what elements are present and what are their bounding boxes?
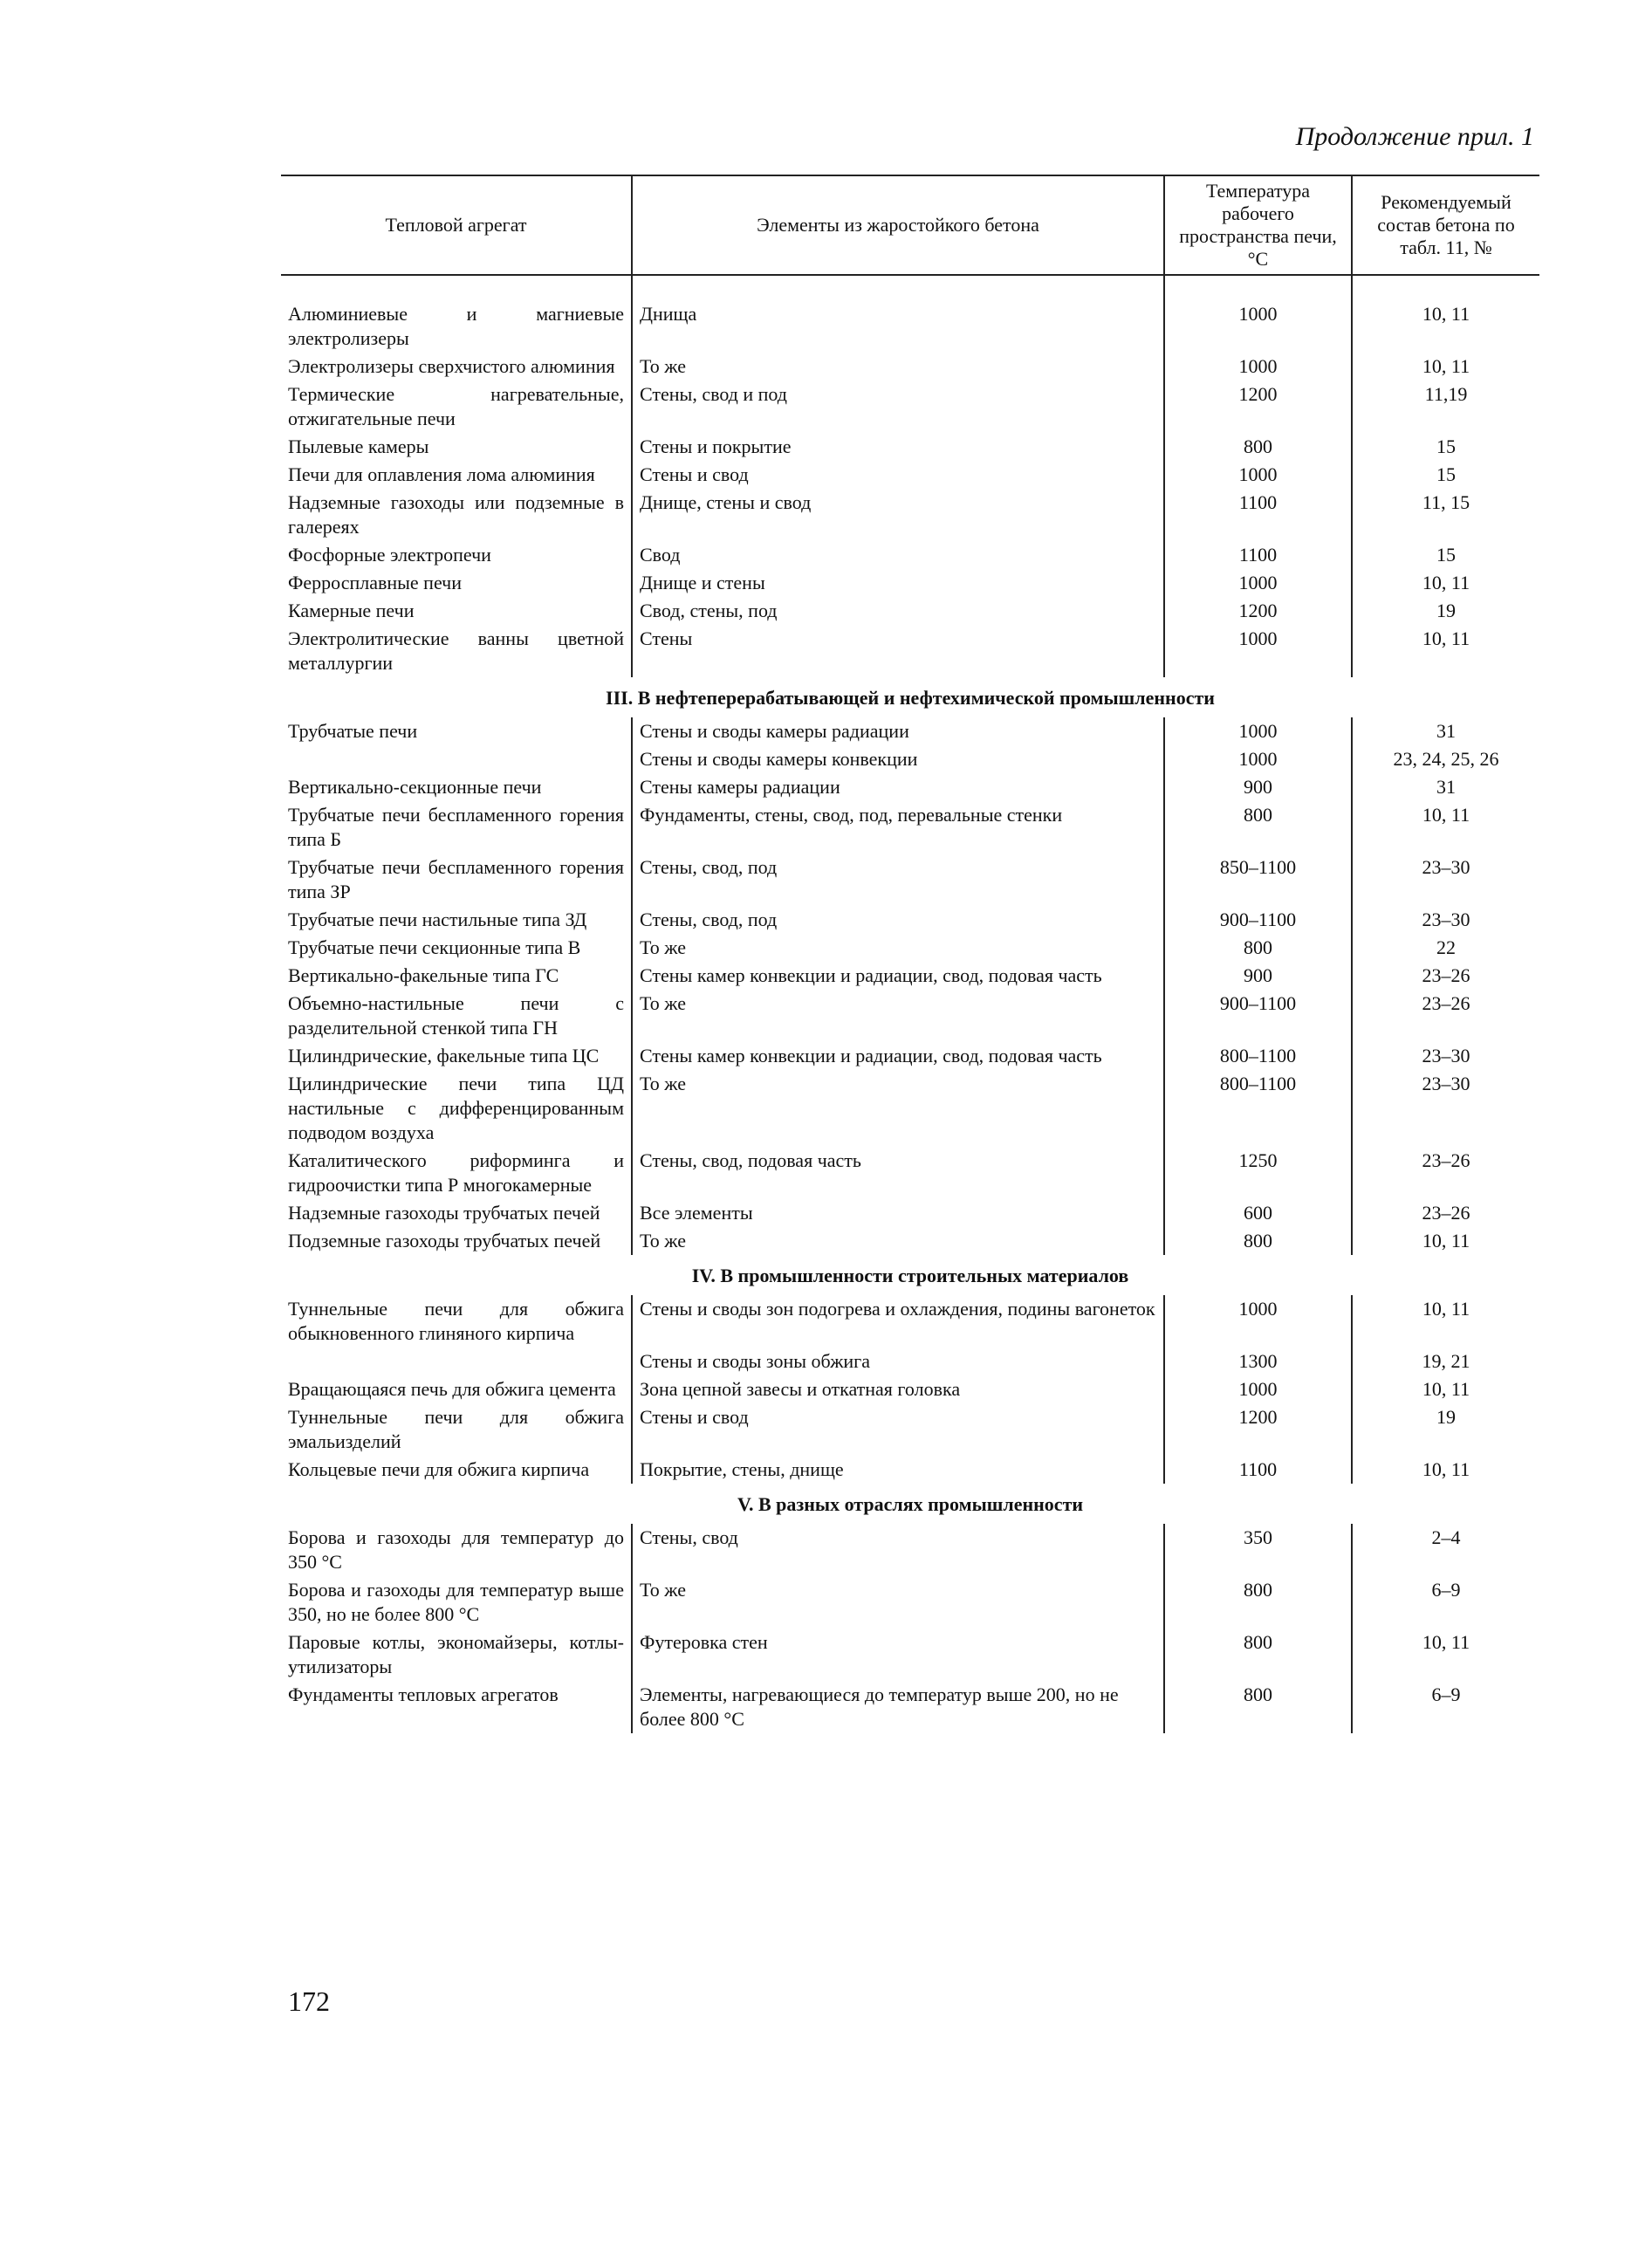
cell-working-temperature: 800 [1164, 1629, 1352, 1681]
cell-working-temperature: 800 [1164, 1576, 1352, 1629]
cell-recommended-composition: 23–26 [1352, 1147, 1539, 1199]
cell-recommended-composition: 15 [1352, 433, 1539, 461]
section-heading: III. В нефтеперерабатывающей и нефтехимической промышленности [606, 687, 1215, 709]
cell-concrete-elements: Стены [632, 625, 1164, 677]
cell-recommended-composition: 23, 24, 25, 26 [1352, 745, 1539, 773]
cell-recommended-composition: 6–9 [1352, 1681, 1539, 1733]
cell-working-temperature: 900 [1164, 962, 1352, 990]
cell-concrete-elements: Фундаменты, стены, свод, под, перевальные стенки [632, 801, 1164, 854]
cell-recommended-composition: 15 [1352, 541, 1539, 569]
cell-recommended-composition: 2–4 [1352, 1524, 1539, 1576]
table-row [281, 489, 1539, 541]
cell-concrete-elements: Свод [632, 541, 1164, 569]
cell-recommended-composition: 10, 11 [1352, 1227, 1539, 1255]
cell-working-temperature: 900 [1164, 773, 1352, 801]
table-row [281, 433, 1539, 461]
cell-working-temperature: 1000 [1164, 625, 1352, 677]
cell-concrete-elements: Днища [632, 300, 1164, 353]
cell-concrete-elements: То же [632, 934, 1164, 962]
table-row [281, 1456, 1539, 1484]
cell-concrete-elements: Стены, свод и под [632, 381, 1164, 433]
header-recommended-composition: Рекомендуемый состав бетона по табл. 11, № [1352, 175, 1539, 275]
cell-thermal-unit: Объемно-настильные печи с разделительной стенкой типа ГН [288, 992, 624, 1039]
cell-thermal-unit: Фундаменты тепловых агрегатов [288, 1684, 559, 1705]
cell-recommended-composition: 31 [1352, 717, 1539, 745]
page-caption: Продолжение прил. 1 [1295, 122, 1534, 151]
table-row [281, 1227, 1539, 1255]
cell-thermal-unit: Вертикально-факельные типа ГС [288, 964, 559, 986]
cell-thermal-unit: Печи для оплавления лома алюминия [288, 463, 595, 485]
table-row [281, 854, 1539, 906]
cell-recommended-composition: 23–30 [1352, 854, 1539, 906]
cell-thermal-unit: Вертикально-секционные печи [288, 776, 542, 798]
cell-thermal-unit: Трубчатые печи беспламенного горения типа ЗР [288, 856, 624, 902]
cell-thermal-unit: Цилиндрические печи типа ЦД настильные с дифференцированным подводом воздуха [288, 1073, 624, 1143]
cell-concrete-elements: Стены камер конвекции и радиации, свод, подовая часть [632, 1042, 1164, 1070]
cell-recommended-composition: 31 [1352, 773, 1539, 801]
cell-concrete-elements: Стены и своды зоны обжига [632, 1348, 1164, 1375]
cell-thermal-unit [281, 1348, 632, 1375]
table-row [281, 541, 1539, 569]
cell-recommended-composition: 23–26 [1352, 962, 1539, 990]
cell-recommended-composition: 15 [1352, 461, 1539, 489]
cell-thermal-unit: Борова и газоходы для температур до 350 °С [288, 1526, 624, 1573]
table-row [281, 717, 1539, 745]
cell-concrete-elements: Стены и свод [632, 461, 1164, 489]
cell-recommended-composition: 23–30 [1352, 906, 1539, 934]
table-row [281, 1403, 1539, 1456]
cell-recommended-composition: 10, 11 [1352, 353, 1539, 381]
spacer-cell [1164, 275, 1352, 300]
table-header-row [281, 175, 1539, 275]
cell-working-temperature: 800 [1164, 1227, 1352, 1255]
table-row [281, 1070, 1539, 1147]
table-row [281, 1147, 1539, 1199]
cell-working-temperature: 850–1100 [1164, 854, 1352, 906]
cell-thermal-unit: Цилиндрические, факельные типа ЦС [288, 1045, 600, 1066]
cell-recommended-composition: 10, 11 [1352, 1375, 1539, 1403]
cell-working-temperature: 1250 [1164, 1147, 1352, 1199]
section-heading-row [281, 677, 1539, 717]
cell-recommended-composition: 23–26 [1352, 990, 1539, 1042]
cell-concrete-elements: Стены и покрытие [632, 433, 1164, 461]
cell-working-temperature: 1100 [1164, 1456, 1352, 1484]
cell-concrete-elements: Стены, свод, под [632, 906, 1164, 934]
cell-concrete-elements: То же [632, 1070, 1164, 1147]
cell-working-temperature: 800–1100 [1164, 1042, 1352, 1070]
cell-concrete-elements: Свод, стены, под [632, 597, 1164, 625]
cell-thermal-unit: Туннельные печи для обжига эмальизделий [288, 1406, 624, 1452]
cell-recommended-composition: 23–30 [1352, 1042, 1539, 1070]
page-number: 172 [288, 1985, 330, 2017]
cell-thermal-unit: Вращающаяся печь для обжига цемента [288, 1378, 616, 1400]
cell-recommended-composition: 10, 11 [1352, 1629, 1539, 1681]
cell-working-temperature: 600 [1164, 1199, 1352, 1227]
table-row [281, 569, 1539, 597]
cell-concrete-elements: Днище и стены [632, 569, 1164, 597]
cell-thermal-unit: Трубчатые печи секционные типа В [288, 936, 581, 958]
cell-thermal-unit [281, 745, 632, 773]
cell-recommended-composition: 23–26 [1352, 1199, 1539, 1227]
section-heading: V. В разных отраслях промышленности [737, 1493, 1084, 1515]
cell-recommended-composition: 19, 21 [1352, 1348, 1539, 1375]
table-row [281, 1042, 1539, 1070]
table-row [281, 1681, 1539, 1733]
cell-thermal-unit: Трубчатые печи беспламенного горения типа Б [288, 804, 624, 850]
table-row [281, 745, 1539, 773]
cell-working-temperature: 1000 [1164, 717, 1352, 745]
table-row [281, 1199, 1539, 1227]
cell-thermal-unit: Электролитические ванны цветной металлургии [288, 627, 624, 674]
cell-concrete-elements: То же [632, 353, 1164, 381]
cell-working-temperature: 1100 [1164, 541, 1352, 569]
section-heading: IV. В промышленности строительных материалов [691, 1265, 1129, 1286]
cell-working-temperature: 1000 [1164, 745, 1352, 773]
cell-thermal-unit: Ферросплавные печи [288, 572, 463, 593]
cell-working-temperature: 1000 [1164, 1375, 1352, 1403]
cell-working-temperature: 1000 [1164, 461, 1352, 489]
cell-concrete-elements: Покрытие, стены, днище [632, 1456, 1164, 1484]
concrete-application-table [281, 175, 1539, 1733]
cell-concrete-elements: Стены и своды зон подогрева и охлаждения, подины вагонеток [632, 1295, 1164, 1348]
table-row [281, 962, 1539, 990]
cell-recommended-composition: 10, 11 [1352, 625, 1539, 677]
table-row [281, 625, 1539, 677]
cell-thermal-unit: Пылевые камеры [288, 435, 429, 457]
cell-concrete-elements: Стены и своды камеры конвекции [632, 745, 1164, 773]
table-row [281, 934, 1539, 962]
cell-working-temperature: 1200 [1164, 1403, 1352, 1456]
cell-recommended-composition: 10, 11 [1352, 801, 1539, 854]
table-row [281, 353, 1539, 381]
table-row [281, 381, 1539, 433]
cell-concrete-elements: Стены, свод, под [632, 854, 1164, 906]
cell-working-temperature: 1000 [1164, 300, 1352, 353]
table-row [281, 300, 1539, 353]
cell-thermal-unit: Трубчатые печи настильные типа ЗД [288, 909, 587, 930]
cell-thermal-unit: Каталитического риформинга и гидроочистки типа Р многокамерные [288, 1149, 624, 1196]
spacer-cell [281, 275, 632, 300]
cell-working-temperature: 900–1100 [1164, 906, 1352, 934]
spacer-cell [632, 275, 1164, 300]
cell-working-temperature: 800 [1164, 801, 1352, 854]
cell-thermal-unit: Паровые котлы, экономайзеры, котлы-утилизаторы [288, 1631, 624, 1677]
spacer-cell [1352, 275, 1539, 300]
table-spacer-row [281, 275, 1539, 300]
cell-concrete-elements: Стены и своды камеры радиации [632, 717, 1164, 745]
section-heading-row [281, 1484, 1539, 1524]
cell-recommended-composition: 23–30 [1352, 1070, 1539, 1147]
table-row [281, 1375, 1539, 1403]
cell-concrete-elements: Футеровка стен [632, 1629, 1164, 1681]
cell-concrete-elements: Стены, свод, подовая часть [632, 1147, 1164, 1199]
cell-concrete-elements: Стены камеры радиации [632, 773, 1164, 801]
cell-recommended-composition: 11,19 [1352, 381, 1539, 433]
cell-recommended-composition: 10, 11 [1352, 1295, 1539, 1348]
cell-working-temperature: 1200 [1164, 381, 1352, 433]
cell-concrete-elements: Все элементы [632, 1199, 1164, 1227]
cell-recommended-composition: 19 [1352, 597, 1539, 625]
header-concrete-elements: Элементы из жаростойкого бетона [632, 175, 1164, 275]
cell-recommended-composition: 10, 11 [1352, 300, 1539, 353]
cell-thermal-unit: Фосфорные электропечи [288, 544, 491, 566]
cell-recommended-composition: 10, 11 [1352, 569, 1539, 597]
cell-concrete-elements: То же [632, 1576, 1164, 1629]
table-row [281, 461, 1539, 489]
cell-thermal-unit: Трубчатые печи [288, 720, 418, 742]
cell-thermal-unit: Камерные печи [288, 600, 415, 621]
cell-thermal-unit: Электролизеры сверхчистого алюминия [288, 355, 615, 377]
cell-working-temperature: 1200 [1164, 597, 1352, 625]
cell-concrete-elements: То же [632, 990, 1164, 1042]
cell-recommended-composition: 11, 15 [1352, 489, 1539, 541]
cell-concrete-elements: Стены камер конвекции и радиации, свод, подовая часть [632, 962, 1164, 990]
cell-concrete-elements: Элементы, нагревающиеся до температур выше 200, но не более 800 °С [632, 1681, 1164, 1733]
table-row [281, 773, 1539, 801]
cell-working-temperature: 800 [1164, 433, 1352, 461]
cell-working-temperature: 350 [1164, 1524, 1352, 1576]
cell-concrete-elements: Зона цепной завесы и откатная головка [632, 1375, 1164, 1403]
cell-thermal-unit: Подземные газоходы трубчатых печей [288, 1230, 601, 1252]
cell-thermal-unit: Термические нагревательные, отжигательные печи [288, 383, 624, 429]
cell-working-temperature: 800 [1164, 934, 1352, 962]
table-row [281, 906, 1539, 934]
table-row [281, 1524, 1539, 1576]
header-thermal-unit: Тепловой агрегат [281, 175, 632, 275]
cell-thermal-unit: Туннельные печи для обжига обыкновенного глиняного кирпича [288, 1298, 624, 1344]
cell-concrete-elements: То же [632, 1227, 1164, 1255]
cell-concrete-elements: Днище, стены и свод [632, 489, 1164, 541]
table-row [281, 1295, 1539, 1348]
table-row [281, 1348, 1539, 1375]
table-row [281, 801, 1539, 854]
table-row [281, 990, 1539, 1042]
cell-working-temperature: 1300 [1164, 1348, 1352, 1375]
cell-working-temperature: 800–1100 [1164, 1070, 1352, 1147]
table-row [281, 1629, 1539, 1681]
cell-concrete-elements: Стены, свод [632, 1524, 1164, 1576]
section-heading-row [281, 1255, 1539, 1295]
cell-working-temperature: 1000 [1164, 353, 1352, 381]
cell-recommended-composition: 22 [1352, 934, 1539, 962]
cell-recommended-composition: 19 [1352, 1403, 1539, 1456]
cell-thermal-unit: Надземные газоходы трубчатых печей [288, 1202, 600, 1224]
cell-recommended-composition: 6–9 [1352, 1576, 1539, 1629]
cell-working-temperature: 1100 [1164, 489, 1352, 541]
cell-thermal-unit: Алюминиевые и магниевые электролизеры [288, 303, 624, 349]
cell-thermal-unit: Борова и газоходы для температур выше 350, но не более 800 °С [288, 1579, 624, 1625]
cell-working-temperature: 1000 [1164, 1295, 1352, 1348]
header-working-temperature: Температура рабочего пространства печи, °С [1164, 175, 1352, 275]
cell-recommended-composition: 10, 11 [1352, 1456, 1539, 1484]
table-row [281, 1576, 1539, 1629]
cell-thermal-unit: Кольцевые печи для обжига кирпича [288, 1458, 590, 1480]
cell-thermal-unit: Надземные газоходы или подземные в галереях [288, 491, 624, 538]
cell-working-temperature: 900–1100 [1164, 990, 1352, 1042]
cell-working-temperature: 800 [1164, 1681, 1352, 1733]
cell-concrete-elements: Стены и свод [632, 1403, 1164, 1456]
table-row [281, 597, 1539, 625]
table-body [281, 275, 1539, 1733]
cell-working-temperature: 1000 [1164, 569, 1352, 597]
